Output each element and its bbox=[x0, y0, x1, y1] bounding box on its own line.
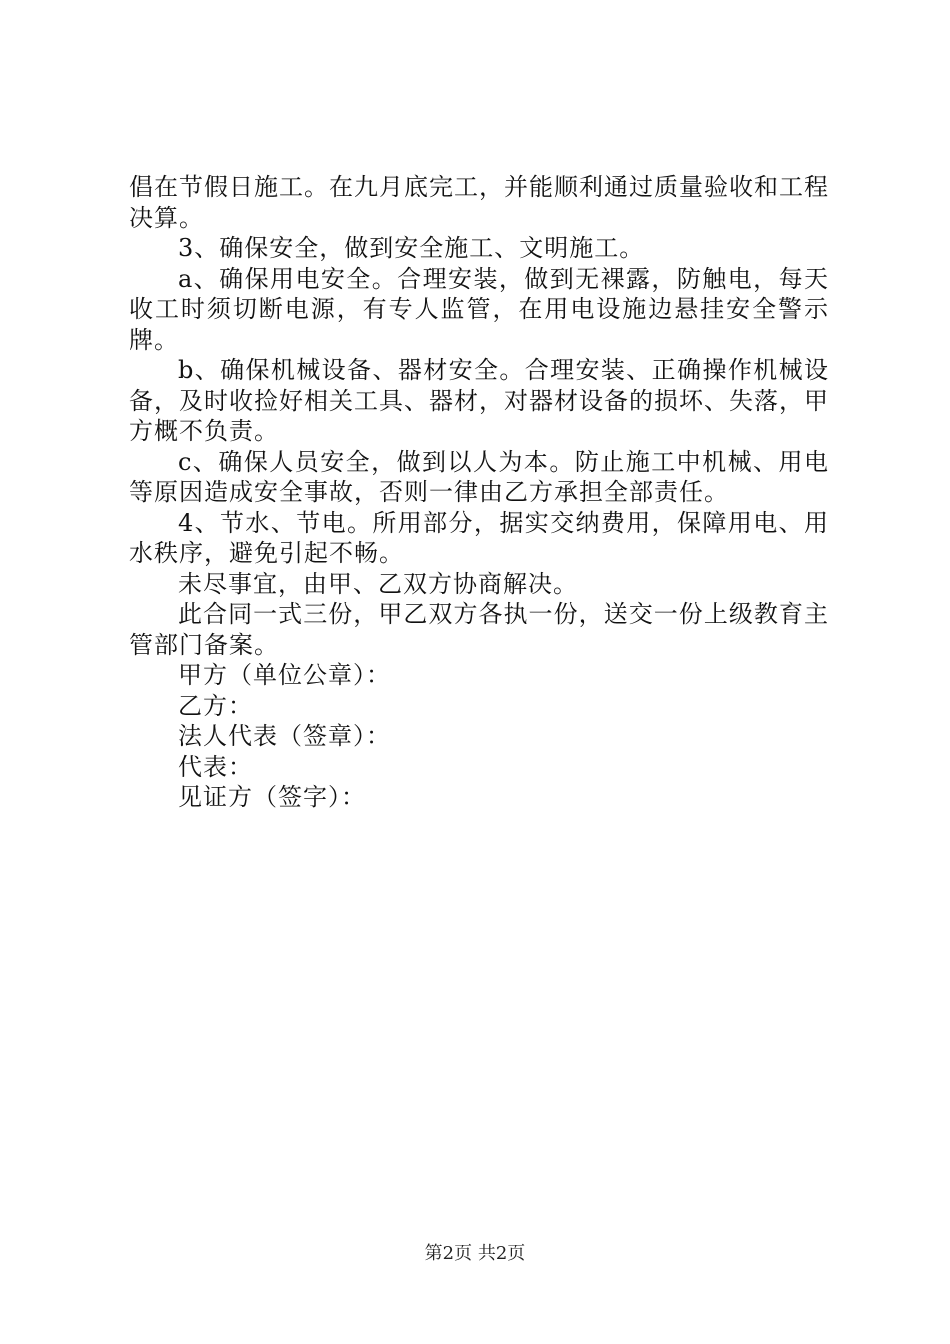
paragraph-equipment-safety: b、确保机械设备、器材安全。合理安装、正确操作机械设备，及时收捡好相关工具、器材，对器材设备的损坏、失落，甲方概不负责。 bbox=[129, 356, 829, 445]
paragraph-copies: 此合同一式三份，甲乙双方各执一份，送交一份上级教育主管部门备案。 bbox=[129, 600, 829, 659]
paragraph-water-power-saving: 4、节水、节电。所用部分，据实交纳费用，保障用电、用水秩序，避免引起不畅。 bbox=[129, 508, 829, 567]
paragraph-completion-schedule: 倡在节假日施工。在九月底完工，并能顺利通过质量验收和工程决算。 bbox=[129, 173, 829, 232]
paragraph-safety-clause: 3、确保安全，做到安全施工、文明施工。 bbox=[178, 234, 645, 262]
signature-party-a: 甲方（单位公章）： bbox=[178, 661, 391, 689]
signature-party-b: 乙方： bbox=[178, 691, 253, 720]
paragraph-electrical-safety: a、确保用电安全。合理安装，做到无裸露，防触电，每天收工时须切断电源，有专人监管，在用电设施边悬挂安全警示牌。 bbox=[129, 264, 829, 354]
page-number: 第2页 共2页 bbox=[424, 1243, 526, 1264]
contract-body bbox=[129, 172, 829, 813]
signature-representative: 代表： bbox=[178, 752, 253, 781]
paragraph-unresolved-matters: 未尽事宜，由甲、乙双方协商解决。 bbox=[178, 569, 578, 598]
signature-legal-representative: 法人代表（签章）： bbox=[178, 722, 391, 750]
paragraph-personnel-safety: c、确保人员安全，做到以人为本。防止施工中机械、用电等原因造成安全事故，否则一律由乙方承担全部责任。 bbox=[129, 447, 829, 506]
signature-witness: 见证方（签字）： bbox=[178, 783, 366, 811]
